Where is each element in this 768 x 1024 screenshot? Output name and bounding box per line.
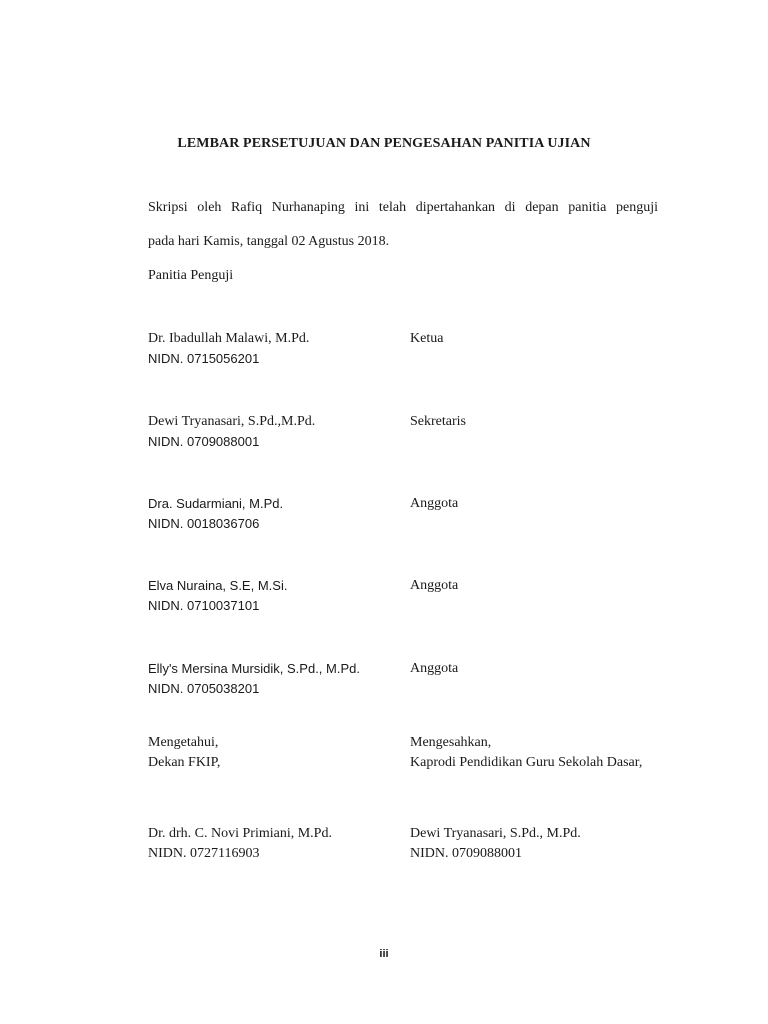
- examiner-role: Ketua: [410, 331, 444, 346]
- examiner-role: Anggota: [410, 496, 459, 511]
- examiner-row: [148, 329, 688, 369]
- examiner-nidn: NIDN. 0715056201: [148, 351, 260, 366]
- examiner-name: Dr. Ibadullah Malawi, M.Pd.: [148, 331, 310, 346]
- examiner-role: Anggota: [410, 661, 459, 676]
- examiner-name: Elly's Mersina Mursidik, S.Pd., M.Pd.: [148, 661, 360, 676]
- examiner-name: Dra. Sudarmiani, M.Pd.: [148, 496, 284, 511]
- examiner-role: Anggota: [410, 578, 459, 593]
- panel-label: Panitia Penguji: [148, 268, 234, 283]
- page-title: LEMBAR PERSETUJUAN DAN PENGESAHAN PANITIA UJIAN: [177, 136, 591, 151]
- examiner-row: [148, 412, 688, 452]
- examiner-nidn: NIDN. 0705038201: [148, 681, 260, 696]
- statement-line-2: pada hari Kamis, tanggal 02 Agustus 2018.: [148, 234, 390, 249]
- left-signature-name-block: [148, 824, 332, 864]
- statement-line-1: Skripsi oleh Rafiq Nurhanaping ini telah dipertahankan di depan panitia penguji: [148, 200, 658, 215]
- examiner-role: Sekretaris: [410, 414, 466, 429]
- left-signature-position: Dekan FKIP,: [148, 755, 221, 770]
- right-signature-heading: Mengesahkan,: [410, 735, 492, 750]
- examiner-row: [148, 659, 688, 699]
- left-signature-name: Dr. drh. C. Novi Primiani, M.Pd.: [148, 826, 332, 841]
- examiner-nidn: NIDN. 0710037101: [148, 598, 260, 613]
- left-signature-nidn: NIDN. 0727116903: [148, 846, 260, 861]
- examiner-row: [148, 576, 688, 616]
- left-signature-heading: Mengetahui,: [148, 735, 219, 750]
- examiner-row: [148, 494, 688, 534]
- right-signature-name-block: [410, 824, 581, 864]
- right-signature-name: Dewi Tryanasari, S.Pd., M.Pd.: [410, 826, 581, 841]
- right-signature-nidn: NIDN. 0709088001: [410, 846, 522, 861]
- examiner-nidn: NIDN. 0709088001: [148, 434, 260, 449]
- right-signature-header: [410, 733, 642, 773]
- left-signature-header: [148, 733, 220, 773]
- examiner-nidn: NIDN. 0018036706: [148, 516, 260, 531]
- examiner-name: Dewi Tryanasari, S.Pd.,M.Pd.: [148, 414, 316, 429]
- examiner-name: Elva Nuraina, S.E, M.Si.: [148, 578, 288, 593]
- page-number: iii: [379, 948, 389, 960]
- right-signature-position: Kaprodi Pendidikan Guru Sekolah Dasar,: [410, 755, 643, 770]
